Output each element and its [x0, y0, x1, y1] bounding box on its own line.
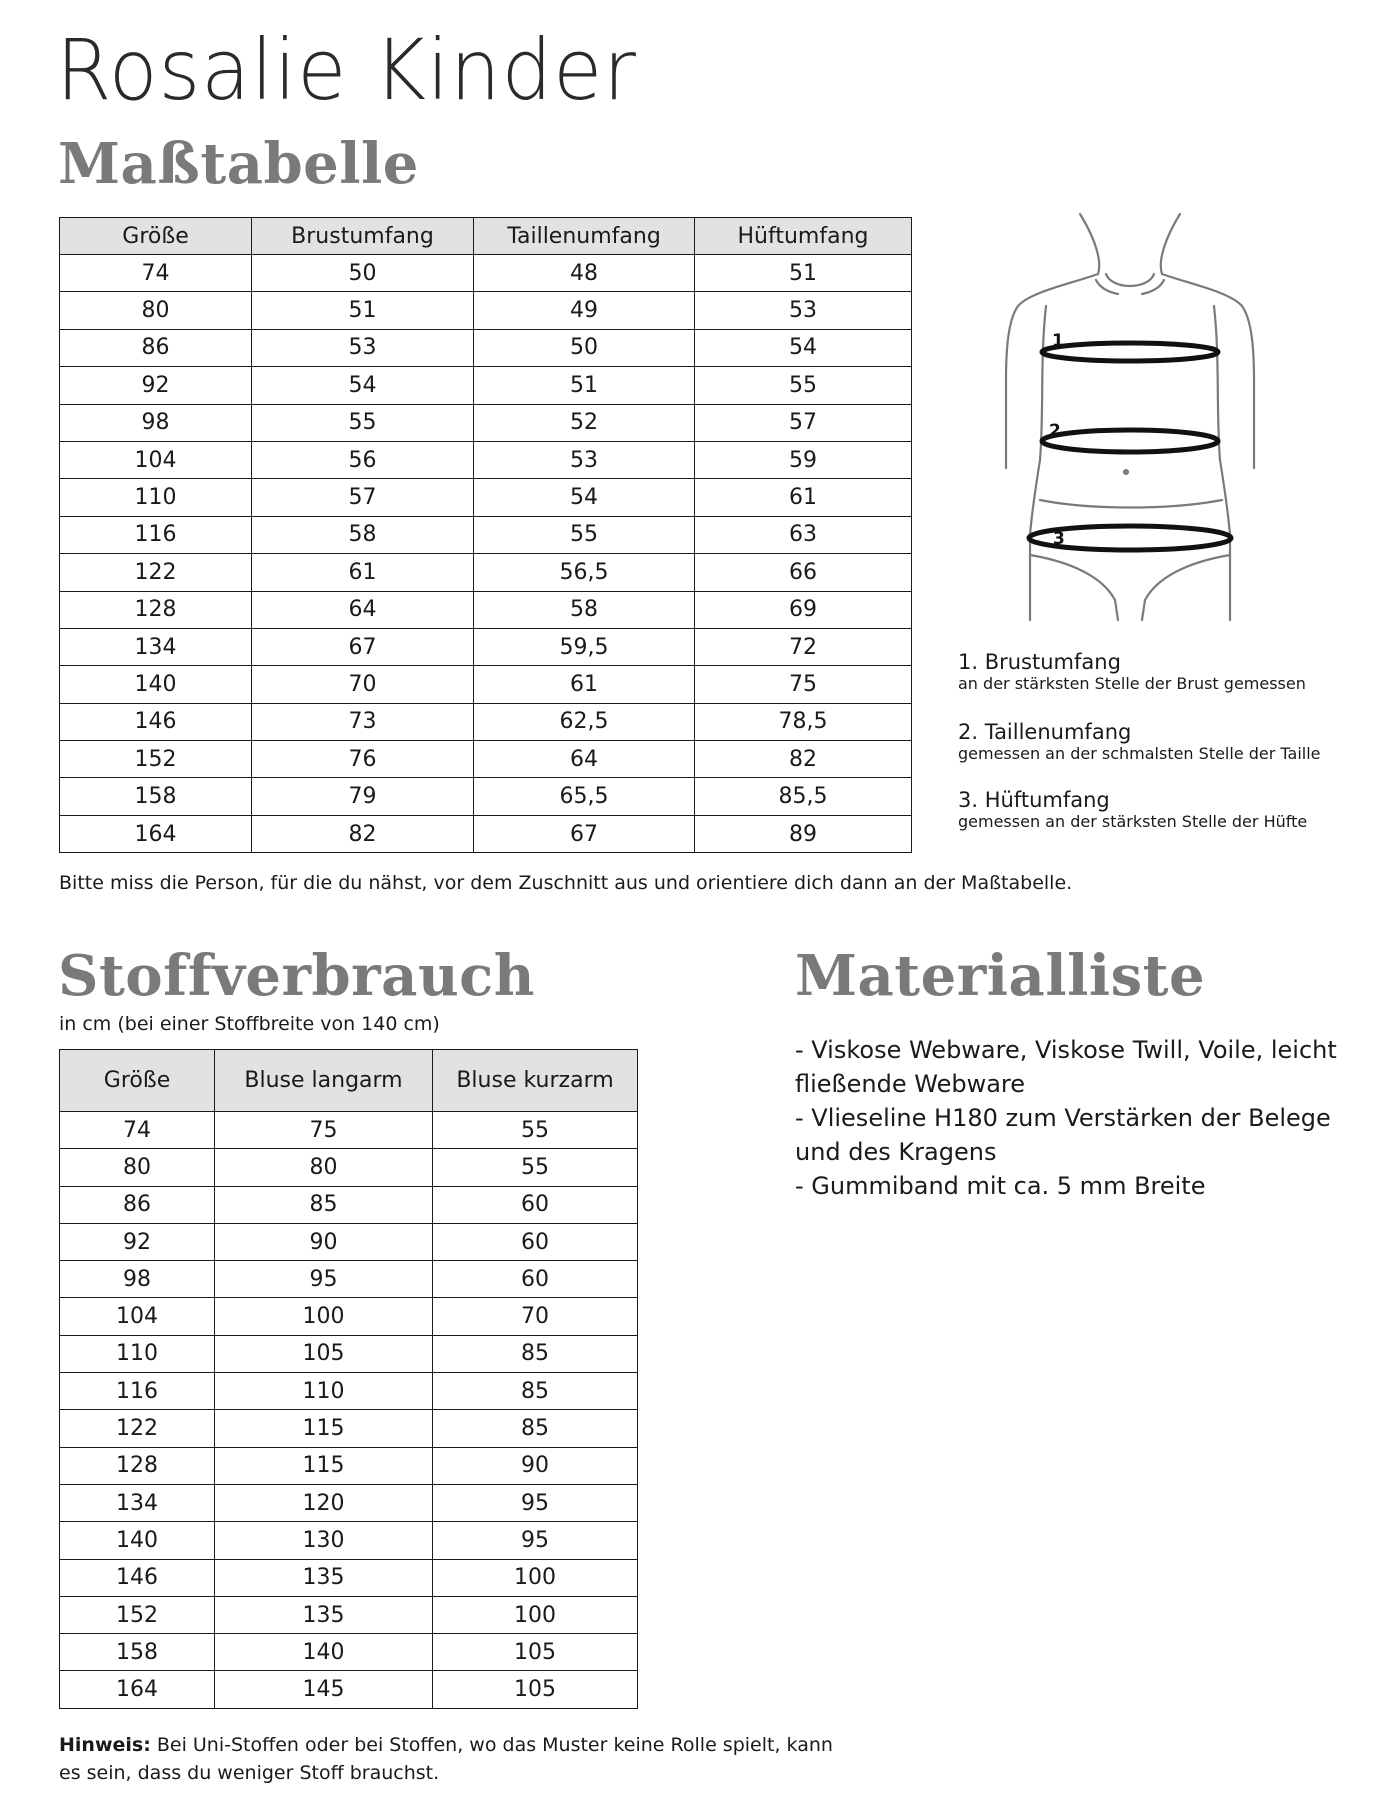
- table-cell: 146: [60, 1559, 215, 1596]
- column-header-short-sleeve: Bluse kurzarm: [433, 1050, 638, 1112]
- table-cell: 130: [215, 1522, 433, 1559]
- table-row: [60, 1112, 638, 1149]
- marker-3-label: 3: [1053, 529, 1065, 549]
- table-row: [60, 292, 912, 329]
- table-cell: 74: [60, 255, 252, 292]
- table-cell: 115: [215, 1447, 433, 1484]
- table-cell: 85: [433, 1335, 638, 1372]
- table-row: [60, 1447, 638, 1484]
- table-cell: 76: [252, 741, 474, 778]
- fabric-hint: [59, 1731, 833, 1787]
- table-row: [60, 329, 912, 366]
- table-row: [60, 441, 912, 478]
- materials-line: - Gummiband mit ca. 5 mm Breite: [795, 1172, 1206, 1200]
- materials-list: [795, 1033, 1355, 1203]
- table-row: [60, 404, 912, 441]
- table-cell: 54: [695, 329, 912, 366]
- table-cell: 55: [433, 1112, 638, 1149]
- hint-label: Hinweis:: [59, 1734, 151, 1756]
- table-cell: 104: [60, 441, 252, 478]
- column-header-chest: Brustumfang: [252, 218, 474, 255]
- table-row: [60, 703, 912, 740]
- measurement-header-row: [60, 218, 912, 255]
- legend-item-waist: [958, 720, 1378, 788]
- table-row: [60, 1596, 638, 1633]
- table-cell: 58: [474, 591, 695, 628]
- table-cell: 98: [60, 404, 252, 441]
- legend-item-hip: [958, 788, 1378, 832]
- table-cell: 69: [695, 591, 912, 628]
- table-row: [60, 1223, 638, 1260]
- table-row: [60, 1298, 638, 1335]
- marker-2-label: 2: [1049, 421, 1061, 441]
- table-row: [60, 1484, 638, 1521]
- table-cell: 90: [215, 1223, 433, 1260]
- materials-section-title: Materialliste: [795, 943, 1206, 1009]
- table-cell: 85: [433, 1410, 638, 1447]
- hint-text: Bei Uni-Stoffen oder bei Stoffen, wo das Muster keine Rolle spielt, kann: [150, 1734, 833, 1756]
- table-cell: 92: [60, 1223, 215, 1260]
- table-cell: 50: [474, 329, 695, 366]
- table-row: [60, 628, 912, 665]
- legend-title: 3. Hüftumfang: [958, 788, 1110, 812]
- table-cell: 152: [60, 1596, 215, 1633]
- table-cell: 86: [60, 1186, 215, 1223]
- table-cell: 67: [252, 628, 474, 665]
- table-cell: 89: [695, 815, 912, 852]
- measurement-table: [59, 217, 912, 853]
- measurement-section-title: Maßtabelle: [58, 131, 419, 197]
- legend-description: gemessen an der schmalsten Stelle der Taille: [958, 744, 1321, 763]
- table-cell: 95: [433, 1522, 638, 1559]
- table-cell: 61: [474, 666, 695, 703]
- table-row: [60, 1559, 638, 1596]
- table-cell: 61: [695, 479, 912, 516]
- table-cell: 55: [695, 367, 912, 404]
- column-header-hip: Hüftumfang: [695, 218, 912, 255]
- table-row: [60, 1261, 638, 1298]
- table-cell: 54: [474, 479, 695, 516]
- column-header-long-sleeve: Bluse langarm: [215, 1050, 433, 1112]
- table-cell: 59: [695, 441, 912, 478]
- table-cell: 72: [695, 628, 912, 665]
- table-cell: 55: [252, 404, 474, 441]
- table-cell: 51: [474, 367, 695, 404]
- table-cell: 55: [474, 516, 695, 553]
- table-cell: 49: [474, 292, 695, 329]
- table-cell: 55: [433, 1149, 638, 1186]
- table-cell: 98: [60, 1261, 215, 1298]
- table-cell: 140: [60, 1522, 215, 1559]
- materials-line: fließende Webware: [795, 1070, 1026, 1098]
- table-cell: 116: [60, 1373, 215, 1410]
- table-cell: 61: [252, 554, 474, 591]
- figure-legend: [958, 650, 1378, 832]
- legend-title: 1. Brustumfang: [958, 650, 1121, 674]
- table-cell: 80: [60, 292, 252, 329]
- table-cell: 48: [474, 255, 695, 292]
- table-cell: 164: [60, 815, 252, 852]
- table-cell: 74: [60, 1112, 215, 1149]
- table-cell: 134: [60, 628, 252, 665]
- table-row: [60, 1410, 638, 1447]
- table-cell: 134: [60, 1484, 215, 1521]
- table-cell: 85: [433, 1373, 638, 1410]
- table-cell: 122: [60, 1410, 215, 1447]
- table-cell: 105: [215, 1335, 433, 1372]
- table-cell: 135: [215, 1559, 433, 1596]
- fabric-header-row: [60, 1050, 638, 1112]
- chest-measure-line: [1042, 343, 1218, 361]
- table-cell: 164: [60, 1671, 215, 1708]
- column-header-waist: Taillenumfang: [474, 218, 695, 255]
- table-cell: 62,5: [474, 703, 695, 740]
- table-cell: 60: [433, 1223, 638, 1260]
- waist-measure-line: [1042, 430, 1218, 452]
- fabric-table: [59, 1049, 638, 1709]
- table-cell: 70: [433, 1298, 638, 1335]
- table-cell: 82: [695, 741, 912, 778]
- table-cell: 85: [215, 1186, 433, 1223]
- table-cell: 54: [252, 367, 474, 404]
- table-cell: 53: [474, 441, 695, 478]
- table-cell: 110: [60, 1335, 215, 1372]
- table-row: [60, 1186, 638, 1223]
- table-cell: 110: [215, 1373, 433, 1410]
- marker-1-label: 1: [1052, 331, 1064, 351]
- table-cell: 82: [252, 815, 474, 852]
- table-cell: 50: [252, 255, 474, 292]
- table-cell: 63: [695, 516, 912, 553]
- table-row: [60, 1335, 638, 1372]
- table-cell: 51: [252, 292, 474, 329]
- table-cell: 115: [215, 1410, 433, 1447]
- column-header-size: Größe: [60, 1050, 215, 1112]
- table-cell: 140: [60, 666, 252, 703]
- measurement-lines: [1029, 343, 1231, 550]
- table-cell: 64: [474, 741, 695, 778]
- table-cell: 128: [60, 1447, 215, 1484]
- fabric-section-title: Stoffverbrauch: [58, 943, 535, 1009]
- table-cell: 158: [60, 1634, 215, 1671]
- materials-line: - Viskose Webware, Viskose Twill, Voile, leicht: [795, 1036, 1337, 1064]
- navel-mark: [1123, 469, 1129, 475]
- table-row: [60, 591, 912, 628]
- table-cell: 59,5: [474, 628, 695, 665]
- table-cell: 95: [433, 1484, 638, 1521]
- legend-description: gemessen an der stärksten Stelle der Hüfte: [958, 812, 1308, 831]
- table-cell: 60: [433, 1261, 638, 1298]
- table-cell: 105: [433, 1671, 638, 1708]
- table-row: [60, 554, 912, 591]
- table-cell: 73: [252, 703, 474, 740]
- legend-description: an der stärksten Stelle der Brust gemessen: [958, 674, 1306, 693]
- table-cell: 110: [60, 479, 252, 516]
- table-cell: 57: [695, 404, 912, 441]
- table-cell: 64: [252, 591, 474, 628]
- table-row: [60, 1671, 638, 1708]
- table-cell: 128: [60, 591, 252, 628]
- table-row: [60, 367, 912, 404]
- table-cell: 70: [252, 666, 474, 703]
- fabric-subtitle: in cm (bei einer Stoffbreite von 140 cm): [59, 1013, 440, 1035]
- table-row: [60, 741, 912, 778]
- table-cell: 86: [60, 329, 252, 366]
- hint-text-continued: es sein, dass du weniger Stoff brauchst.: [59, 1762, 440, 1784]
- table-cell: 75: [215, 1112, 433, 1149]
- table-row: [60, 255, 912, 292]
- table-cell: 60: [433, 1186, 638, 1223]
- table-cell: 78,5: [695, 703, 912, 740]
- table-cell: 85,5: [695, 778, 912, 815]
- table-cell: 140: [215, 1634, 433, 1671]
- table-row: [60, 778, 912, 815]
- table-cell: 66: [695, 554, 912, 591]
- table-row: [60, 1634, 638, 1671]
- materials-line: - Vlieseline H180 zum Verstärken der Belege: [795, 1104, 1331, 1132]
- table-cell: 152: [60, 741, 252, 778]
- table-row: [60, 815, 912, 852]
- table-cell: 65,5: [474, 778, 695, 815]
- table-row: [60, 666, 912, 703]
- materials-line: und des Kragens: [795, 1138, 997, 1166]
- table-cell: 122: [60, 554, 252, 591]
- table-cell: 79: [252, 778, 474, 815]
- table-cell: 56: [252, 441, 474, 478]
- table-row: [60, 1149, 638, 1186]
- table-cell: 80: [60, 1149, 215, 1186]
- table-cell: 51: [695, 255, 912, 292]
- legend-item-chest: [958, 650, 1378, 720]
- table-cell: 75: [695, 666, 912, 703]
- table-cell: 58: [252, 516, 474, 553]
- body-measurement-figure: [1000, 210, 1260, 630]
- table-cell: 90: [433, 1447, 638, 1484]
- table-cell: 67: [474, 815, 695, 852]
- column-header-size: Größe: [60, 218, 252, 255]
- table-cell: 52: [474, 404, 695, 441]
- table-cell: 100: [433, 1559, 638, 1596]
- table-cell: 135: [215, 1596, 433, 1633]
- table-cell: 104: [60, 1298, 215, 1335]
- table-row: [60, 1373, 638, 1410]
- measurement-note: Bitte miss die Person, für die du nähst, vor dem Zuschnitt aus und orientiere dich dann an der Maßtabelle.: [59, 872, 1073, 894]
- table-cell: 100: [215, 1298, 433, 1335]
- table-cell: 116: [60, 516, 252, 553]
- table-cell: 120: [215, 1484, 433, 1521]
- document-title: Rosalie Kinder: [56, 21, 637, 119]
- table-cell: 105: [433, 1634, 638, 1671]
- table-cell: 53: [695, 292, 912, 329]
- table-row: [60, 1522, 638, 1559]
- table-cell: 100: [433, 1596, 638, 1633]
- table-row: [60, 479, 912, 516]
- table-cell: 53: [252, 329, 474, 366]
- table-cell: 95: [215, 1261, 433, 1298]
- table-row: [60, 516, 912, 553]
- table-cell: 57: [252, 479, 474, 516]
- body-outline: [1006, 214, 1254, 620]
- table-cell: 92: [60, 367, 252, 404]
- table-cell: 56,5: [474, 554, 695, 591]
- table-cell: 146: [60, 703, 252, 740]
- legend-title: 2. Taillenumfang: [958, 720, 1132, 744]
- table-cell: 145: [215, 1671, 433, 1708]
- table-cell: 80: [215, 1149, 433, 1186]
- table-cell: 158: [60, 778, 252, 815]
